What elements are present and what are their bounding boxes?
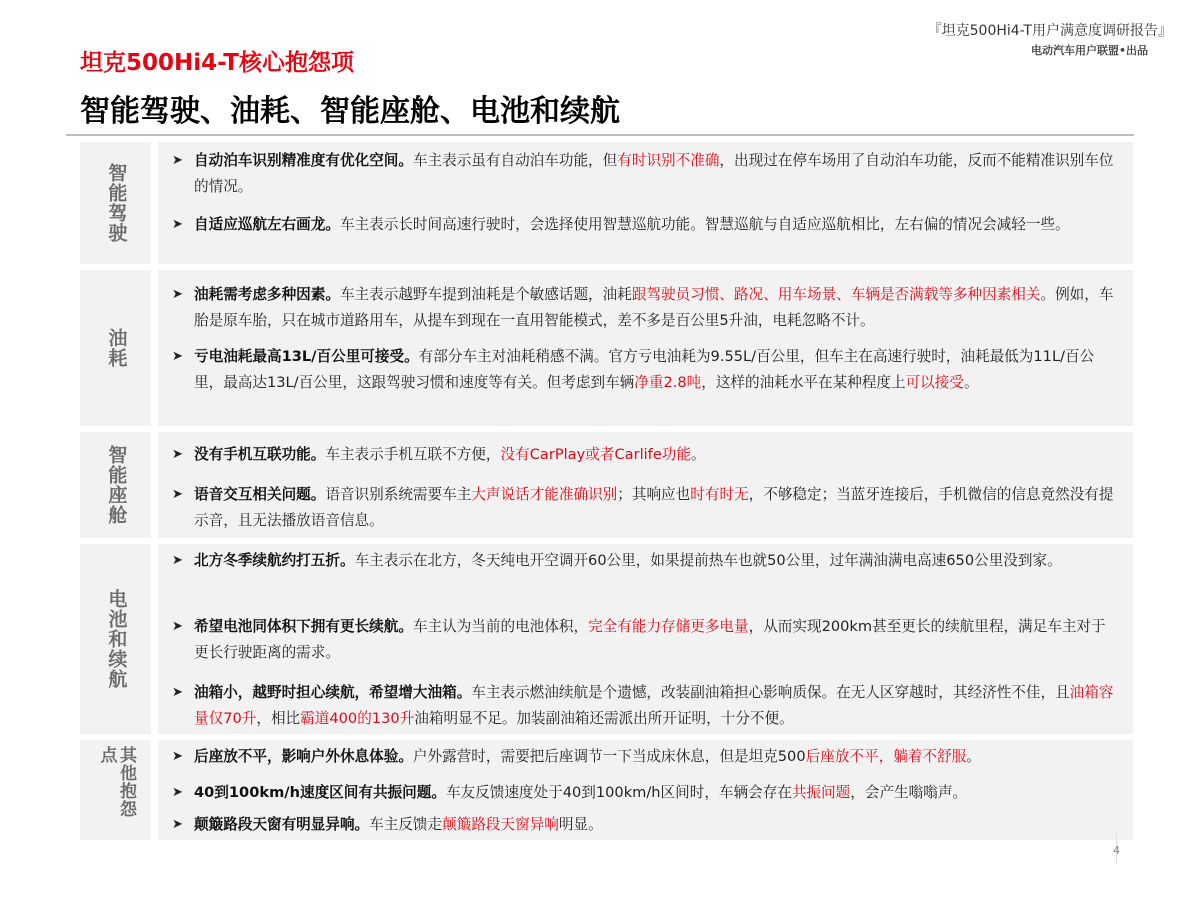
item-heading: 语音交互相关问题。 [194,486,326,503]
item-text: 车主表示长时间高速行驶时，会选择使用智慧巡航功能。智慧巡航与自适应巡航相比，左右偏的情况会减轻一些。 [339,216,1070,233]
item-highlight: 完全有能力存储更多电量 [588,618,749,635]
report-title: 『坦克500Hi4-T用户满意度调研报告』 [927,23,1172,39]
item-heading: 40到100km/h速度区间有共振问题。 [194,784,446,801]
item-text: 车主表示在北方，冬天纯电开空调开60公里，如果提前热车也就50公里，过年满油满电高速650公里没到家。 [354,552,1062,569]
item-heading: 北方冬季续航约打五折。 [194,552,355,569]
category-label: 智能座舱 [105,445,128,525]
item-highlight: 可以接受 [905,374,964,391]
arrow-right-icon: ➤ [172,217,183,232]
section-battery-range [80,544,1133,734]
category-label: 电池和续航 [105,589,128,689]
publisher-label: 电动汽车用户联盟•出品 [1030,44,1148,57]
list-item [172,482,1119,534]
item-text: 。 [691,446,706,463]
item-highlight: 共振问题 [791,784,851,801]
item-text: ，从而实现200km甚至更长的续航里程，满足车主对于更长行驶距离的需求。 [194,618,1106,661]
item-text: 车主表示手机互联不方便， [325,446,501,463]
section-body [158,270,1133,426]
item-heading: 自适应巡航左右画龙。 [194,216,340,233]
item-text: 车主表示虽有自动泊车功能，但 [412,152,618,169]
arrow-right-icon: ➤ [172,487,183,502]
list-item [172,548,1119,574]
arrow-right-icon: ➤ [172,749,183,764]
item-highlight: 净重2.8吨 [634,374,702,391]
page-subtitle: 智能驾驶、油耗、智能座舱、电池和续航 [80,94,620,129]
section-fuel-consumption [80,270,1133,426]
list-item [172,344,1119,396]
item-highlight: 油箱容量仅70升 [194,684,1114,727]
arrow-right-icon: ➤ [172,349,183,364]
item-text: ，不够稳定；当蓝牙连接后，手机微信的信息竟然没有提示音，且无法播放语音信息。 [194,486,1114,529]
item-text: ，相比 [256,710,301,727]
list-item [172,442,1119,468]
item-text: 车友反馈速度处于40到100km/h区间时，车辆会存在 [445,784,792,801]
item-text: 。 [966,748,981,765]
item-highlight: 大声说话才能准确识别 [471,486,618,503]
item-text: 户外露营时，需要把后座调节一下当成床休息，但是坦克500 [412,748,806,765]
item-heading: 后座放不平，影响户外休息体验。 [194,748,413,765]
section-smart-driving [80,142,1133,264]
item-text: ，这样的油耗水平在某种程度上 [701,374,906,391]
item-highlight: 跟驾驶员习惯、路况、用车场景、车辆是否满载等多种因素相关 [631,286,1041,303]
title-divider [66,134,1134,136]
arrow-right-icon: ➤ [172,685,183,700]
arrow-right-icon: ➤ [172,287,183,302]
arrow-right-icon: ➤ [172,785,183,800]
item-text: 。例如，车胎是原车胎，只在城市道路用车，从提车到现在一直用智能模式，差不多是百公里5升油，电耗忽略不计。 [194,286,1114,329]
list-item [172,212,1119,238]
arrow-right-icon: ➤ [172,447,183,462]
item-heading: 自动泊车识别精准度有优化空间。 [194,152,413,169]
item-heading: 油箱小，越野时担心续航，希望增大油箱。 [194,684,472,701]
list-item [172,282,1119,334]
item-text: 车主表示燃油续航是个遗憾，改装副油箱担心影响质保。在无人区穿越时，其经济性不佳，且 [471,684,1070,701]
item-heading: 油耗需考虑多种因素。 [194,286,340,303]
section-body [158,142,1133,264]
list-item [172,680,1119,732]
item-heading: 没有手机互联功能。 [194,446,326,463]
item-highlight: 霸道400的130升 [300,710,415,727]
arrow-right-icon: ➤ [172,553,183,568]
section-smart-cockpit [80,432,1133,538]
section-other-complaints [80,740,1133,840]
arrow-right-icon: ➤ [172,619,183,634]
item-text: 有部分车主对油耗稍感不满。官方亏电油耗为9.55L/百公里，但车主在高速行驶时，油耗最低为11L/百公里，最高达13L/百公里，这跟驾驶习惯和速度等有关。但考虑到车辆 [194,348,1095,391]
item-text: ；其响应也 [617,486,691,503]
list-item [172,614,1119,666]
section-body [158,544,1133,734]
item-text: 车主表示越野车提到油耗是个敏感话题，油耗 [339,286,632,303]
item-text: 。 [963,374,979,391]
item-heading: 亏电油耗最高13L/百公里可接受。 [194,348,419,365]
category-cell [80,432,151,538]
category-cell [80,740,151,840]
category-label: 智能驾驶 [105,163,128,243]
item-heading: 颠簸路段天窗有明显异响。 [194,816,370,833]
item-highlight: 后座放不平，躺着不舒服 [805,748,967,765]
list-item [172,148,1119,200]
item-highlight: 颠簸路段天窗异响 [442,816,559,833]
category-label: 油耗 [105,328,128,368]
list-item [172,780,1119,806]
item-text: 语音识别系统需要车主 [325,486,472,503]
item-text: 油箱明显不足。加装副油箱还需派出所开证明，十分不便。 [414,710,794,727]
arrow-right-icon: ➤ [172,817,183,832]
item-text: 车主反馈走 [369,816,443,833]
list-item [172,744,1119,770]
item-text: ，会产生嗡嗡声。 [850,784,968,801]
item-highlight: 没有CarPlay或者Carlife功能 [500,446,691,463]
arrow-right-icon: ➤ [172,153,183,168]
list-item [172,812,1119,838]
section-body [158,740,1133,840]
item-highlight: 时有时无 [690,486,749,503]
category-label: 其他抱怨点 [96,746,137,818]
category-cell [80,142,151,264]
category-cell [80,270,151,426]
item-text: 车主认为当前的电池体积， [412,618,589,635]
item-highlight: 有时识别不准确 [617,152,720,169]
item-heading: 希望电池同体积下拥有更长续航。 [194,618,413,635]
item-text: ，出现过在停车场用了自动泊车功能，反而不能精准识别车位的情况。 [194,152,1114,195]
page-title: 坦克500Hi4-T核心抱怨项 [80,50,355,76]
page-number: 4 [1113,844,1120,857]
section-body [158,432,1133,538]
category-cell [80,544,151,734]
item-text: 明显。 [558,816,603,833]
